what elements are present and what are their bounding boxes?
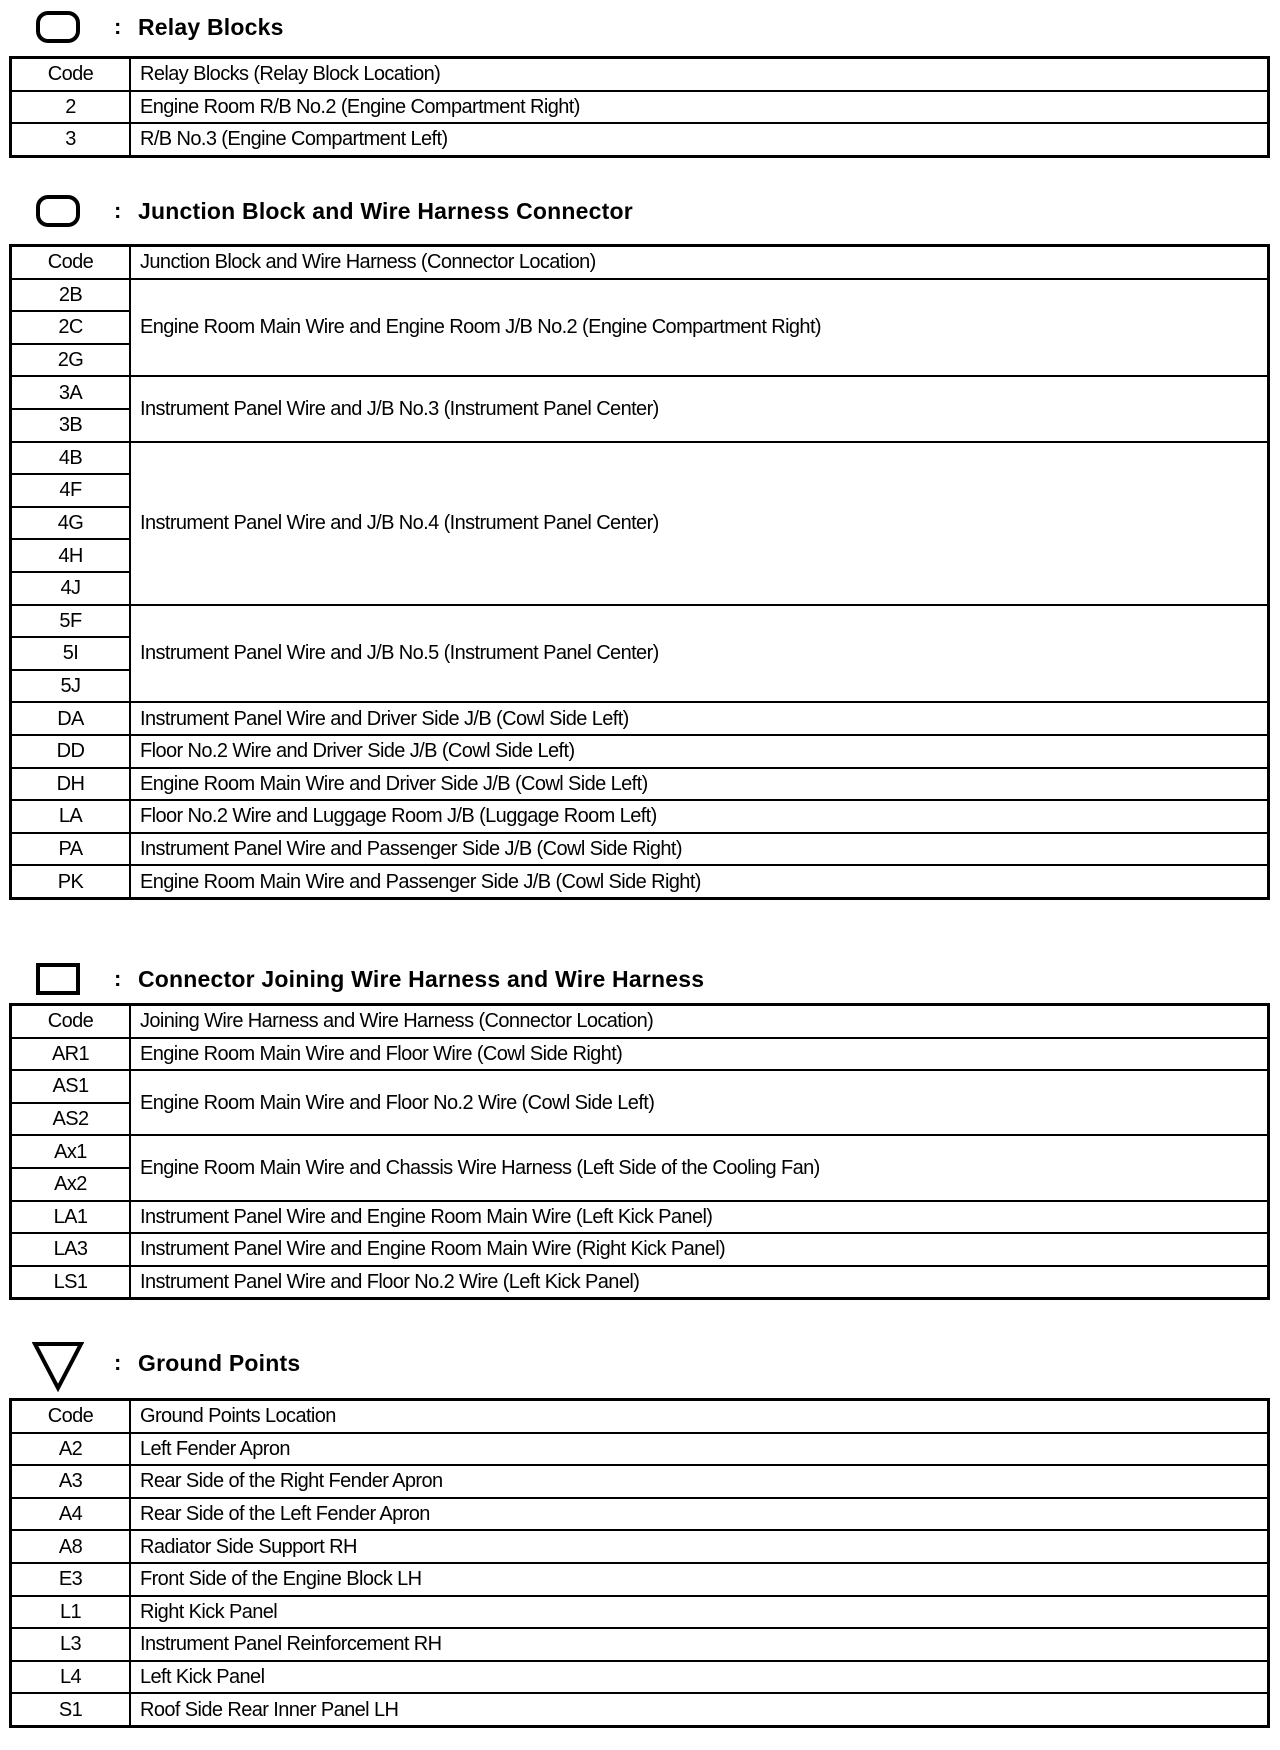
code-cell: 4J xyxy=(11,572,131,605)
location-cell: Instrument Panel Wire and J/B No.4 (Instrument Panel Center) xyxy=(130,442,1269,605)
table-row xyxy=(11,605,1269,638)
table-row xyxy=(11,1465,1269,1498)
table-row xyxy=(11,735,1269,768)
code-cell: 3A xyxy=(11,376,131,409)
column-header-code: Code xyxy=(11,246,131,279)
location-cell: Instrument Panel Wire and J/B No.3 (Instrument Panel Center) xyxy=(130,376,1269,441)
heading-colon: : xyxy=(114,198,122,223)
connector-joining-table xyxy=(9,1003,1270,1300)
location-cell: Engine Room Main Wire and Passenger Side J/B (Cowl Side Right) xyxy=(130,865,1269,898)
location-cell: Floor No.2 Wire and Driver Side J/B (Cowl Side Left) xyxy=(130,735,1269,768)
section-title: Junction Block and Wire Harness Connector xyxy=(138,198,633,224)
code-cell: PK xyxy=(11,865,131,898)
location-cell: Instrument Panel Wire and Driver Side J/B (Cowl Side Left) xyxy=(130,702,1269,735)
code-cell: 2G xyxy=(11,344,131,377)
table-row xyxy=(11,123,1269,156)
code-cell: DA xyxy=(11,702,131,735)
table-row xyxy=(11,768,1269,801)
location-cell: Radiator Side Support RH xyxy=(130,1530,1269,1563)
table-row xyxy=(11,1233,1269,1266)
table-row xyxy=(11,1693,1269,1726)
table-row xyxy=(11,91,1269,124)
code-cell: 5I xyxy=(11,637,131,670)
code-cell: L3 xyxy=(11,1628,131,1661)
code-cell: S1 xyxy=(11,1693,131,1726)
table-row xyxy=(11,442,1269,475)
code-cell: LA xyxy=(11,800,131,833)
code-cell: L1 xyxy=(11,1596,131,1629)
column-header-location: Relay Blocks (Relay Block Location) xyxy=(130,58,1269,91)
table-row xyxy=(11,1498,1269,1531)
location-cell: Instrument Panel Wire and Engine Room Main Wire (Right Kick Panel) xyxy=(130,1233,1269,1266)
code-cell: 4H xyxy=(11,539,131,572)
code-cell: LA1 xyxy=(11,1201,131,1234)
location-cell: Left Fender Apron xyxy=(130,1433,1269,1466)
relay-blocks-table xyxy=(9,56,1270,158)
code-cell: Ax1 xyxy=(11,1135,131,1168)
table-row xyxy=(11,1201,1269,1234)
location-cell: Rear Side of the Left Fender Apron xyxy=(130,1498,1269,1531)
location-cell: Right Kick Panel xyxy=(130,1596,1269,1629)
code-cell: PA xyxy=(11,833,131,866)
location-cell: Engine Room Main Wire and Chassis Wire Harness (Left Side of the Cooling Fan) xyxy=(130,1135,1269,1200)
code-cell: AS1 xyxy=(11,1070,131,1103)
code-cell: AS2 xyxy=(11,1103,131,1136)
table-row xyxy=(11,1135,1269,1168)
location-cell: Rear Side of the Right Fender Apron xyxy=(130,1465,1269,1498)
column-header-location: Joining Wire Harness and Wire Harness (Connector Location) xyxy=(130,1005,1269,1038)
code-cell: DH xyxy=(11,768,131,801)
location-cell: Engine Room R/B No.2 (Engine Compartment Right) xyxy=(130,91,1269,124)
code-cell: 2C xyxy=(11,311,131,344)
table-header-row xyxy=(11,246,1269,279)
table-row xyxy=(11,1596,1269,1629)
code-cell: A8 xyxy=(11,1530,131,1563)
ground-points-table xyxy=(9,1398,1270,1728)
location-cell: Engine Room Main Wire and Engine Room J/B No.2 (Engine Compartment Right) xyxy=(130,279,1269,377)
table-row xyxy=(11,702,1269,735)
location-cell: Instrument Panel Wire and Floor No.2 Wire (Left Kick Panel) xyxy=(130,1266,1269,1299)
relay-blocks-heading xyxy=(0,6,1280,50)
junction-block-heading xyxy=(0,190,1280,234)
location-cell: Engine Room Main Wire and Floor No.2 Wire (Cowl Side Left) xyxy=(130,1070,1269,1135)
section-title: Ground Points xyxy=(138,1350,301,1376)
table-header-row xyxy=(11,58,1269,91)
heading-colon: : xyxy=(114,14,122,39)
code-cell: L4 xyxy=(11,1661,131,1694)
location-cell: Front Side of the Engine Block LH xyxy=(130,1563,1269,1596)
table-header-row xyxy=(11,1400,1269,1433)
table-row xyxy=(11,1433,1269,1466)
table-row xyxy=(11,376,1269,409)
code-cell: AR1 xyxy=(11,1038,131,1071)
location-cell: Engine Room Main Wire and Floor Wire (Cowl Side Right) xyxy=(130,1038,1269,1071)
code-cell: 4G xyxy=(11,507,131,540)
table-row xyxy=(11,1070,1269,1103)
code-cell: E3 xyxy=(11,1563,131,1596)
table-row xyxy=(11,1530,1269,1563)
column-header-code: Code xyxy=(11,58,131,91)
table-row xyxy=(11,833,1269,866)
code-cell: DD xyxy=(11,735,131,768)
code-cell: A2 xyxy=(11,1433,131,1466)
oval-icon xyxy=(36,11,80,43)
code-cell: A3 xyxy=(11,1465,131,1498)
location-cell: Floor No.2 Wire and Luggage Room J/B (Luggage Room Left) xyxy=(130,800,1269,833)
column-header-code: Code xyxy=(11,1400,131,1433)
connector-joining-heading xyxy=(0,958,1280,1002)
column-header-location: Junction Block and Wire Harness (Connector Location) xyxy=(130,246,1269,279)
code-cell: 3B xyxy=(11,409,131,442)
section-title: Relay Blocks xyxy=(138,14,284,40)
section-title: Connector Joining Wire Harness and Wire Harness xyxy=(138,966,705,992)
code-cell: LA3 xyxy=(11,1233,131,1266)
code-cell: 2 xyxy=(11,91,131,124)
connector-square-icon xyxy=(36,963,80,995)
heading-colon: : xyxy=(114,1350,122,1375)
location-cell: Instrument Panel Reinforcement RH xyxy=(130,1628,1269,1661)
table-row xyxy=(11,1563,1269,1596)
table-row xyxy=(11,1266,1269,1299)
location-cell: Instrument Panel Wire and J/B No.5 (Instrument Panel Center) xyxy=(130,605,1269,703)
code-cell: A4 xyxy=(11,1498,131,1531)
table-row xyxy=(11,1628,1269,1661)
table-header-row xyxy=(11,1005,1269,1038)
table-row xyxy=(11,865,1269,898)
table-row xyxy=(11,1038,1269,1071)
ground-triangle-icon xyxy=(32,1340,84,1397)
code-cell: 3 xyxy=(11,123,131,156)
code-cell: Ax2 xyxy=(11,1168,131,1201)
table-row xyxy=(11,800,1269,833)
column-header-location: Ground Points Location xyxy=(130,1400,1269,1433)
table-row xyxy=(11,279,1269,312)
location-cell: Left Kick Panel xyxy=(130,1661,1269,1694)
code-cell: 2B xyxy=(11,279,131,312)
column-header-code: Code xyxy=(11,1005,131,1038)
location-cell: Instrument Panel Wire and Engine Room Main Wire (Left Kick Panel) xyxy=(130,1201,1269,1234)
table-row xyxy=(11,1661,1269,1694)
location-cell: R/B No.3 (Engine Compartment Left) xyxy=(130,123,1269,156)
code-cell: 4F xyxy=(11,474,131,507)
code-cell: 5F xyxy=(11,605,131,638)
location-cell: Engine Room Main Wire and Driver Side J/B (Cowl Side Left) xyxy=(130,768,1269,801)
code-cell: 5J xyxy=(11,670,131,703)
location-cell: Instrument Panel Wire and Passenger Side J/B (Cowl Side Right) xyxy=(130,833,1269,866)
oval-icon xyxy=(36,195,80,227)
location-cell: Roof Side Rear Inner Panel LH xyxy=(130,1693,1269,1726)
code-cell: LS1 xyxy=(11,1266,131,1299)
junction-block-table xyxy=(9,244,1270,900)
code-cell: 4B xyxy=(11,442,131,475)
ground-points-heading xyxy=(0,1340,1280,1384)
heading-colon: : xyxy=(114,966,122,991)
